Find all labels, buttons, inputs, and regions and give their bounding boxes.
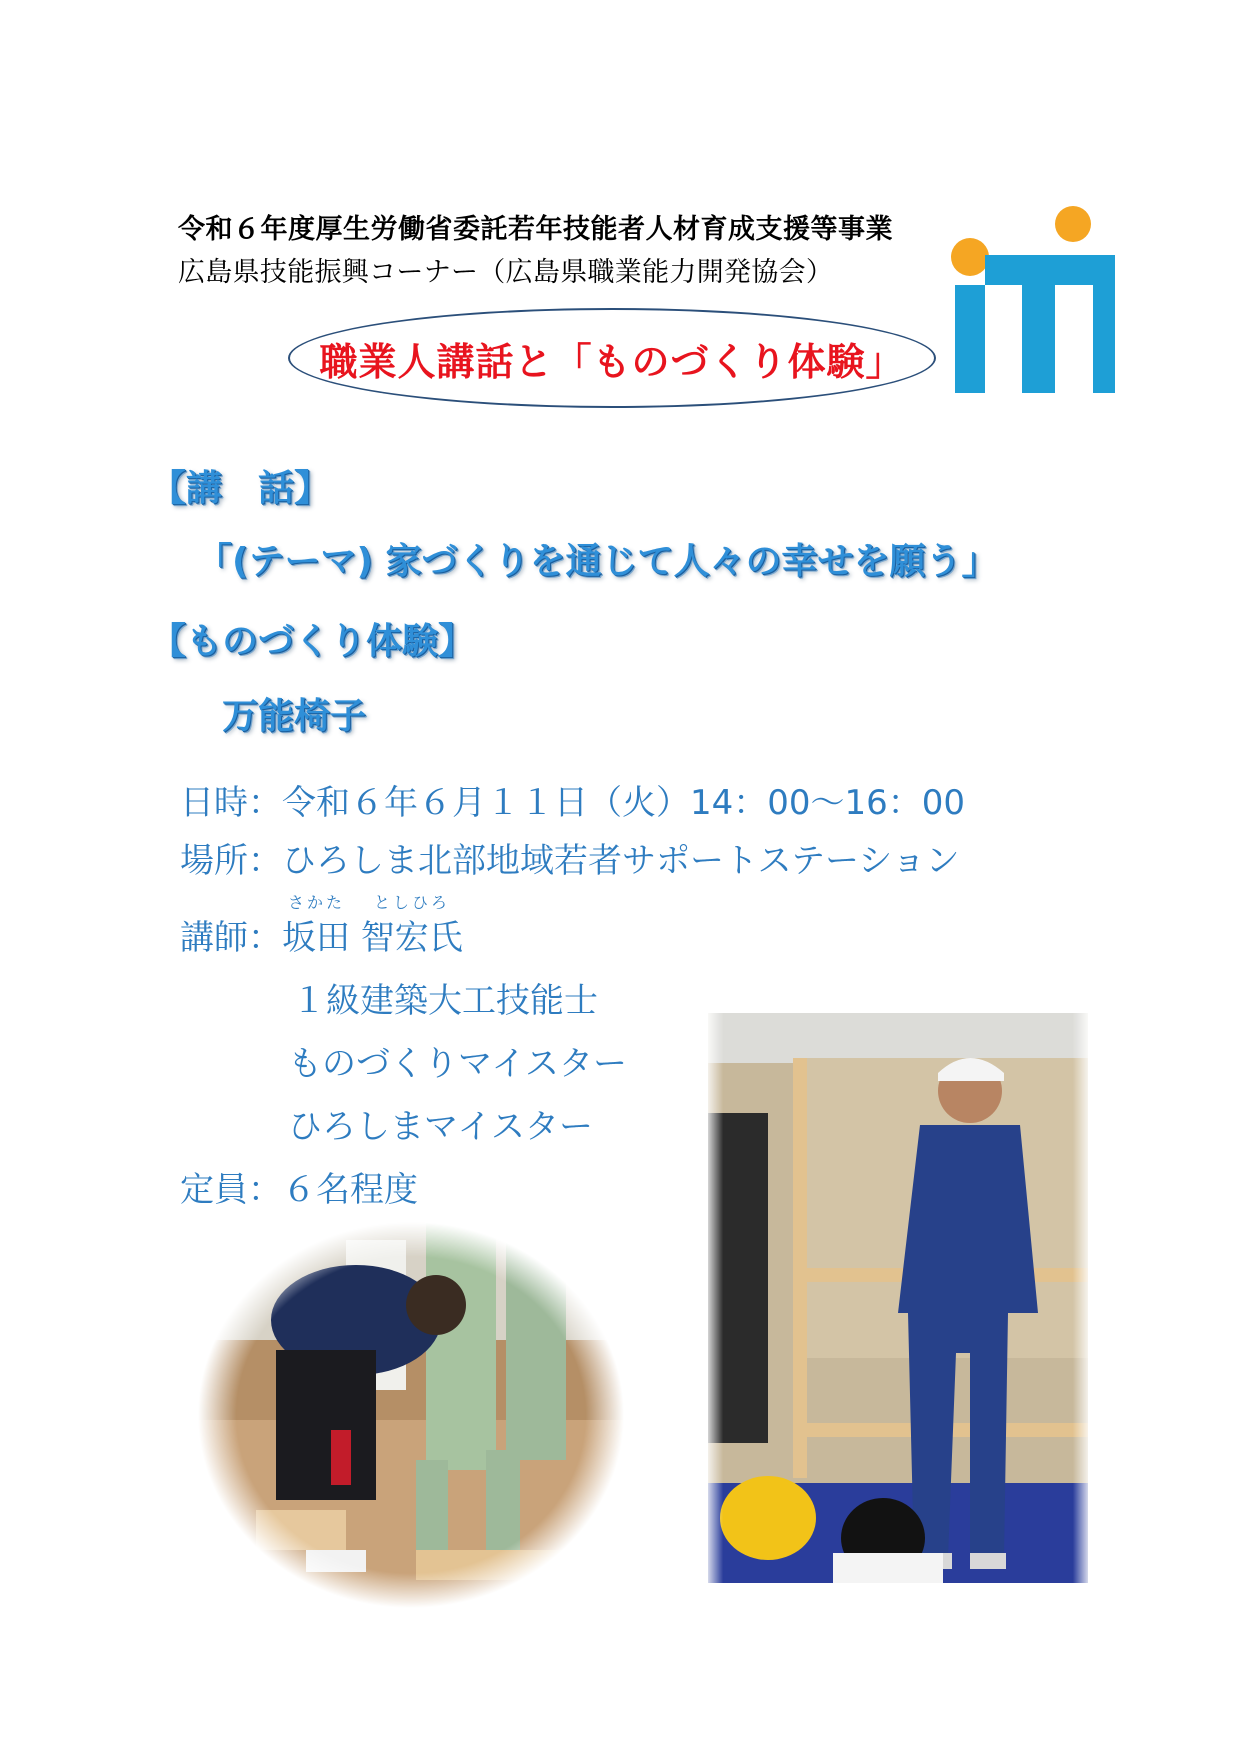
event-title: 職業人講話と「ものづくり体験」 (319, 339, 905, 384)
logo-body-left (955, 285, 985, 393)
instructor-photo (708, 1013, 1088, 1583)
craft-heading: 【ものづくり体験】 (150, 621, 475, 662)
craft-item: 万能椅子 (222, 696, 367, 737)
instructor-qualification: １級建築大工技能士 (292, 981, 598, 1021)
furigana-surname: さかた (288, 893, 346, 912)
event-datetime: 日時：令和６年６月１１日（火）14：00～16：00 (180, 783, 966, 823)
title-oval (288, 308, 936, 408)
people-logo-icon (950, 205, 1115, 395)
instructor-qualification: ものづくりマイスター (288, 1044, 627, 1084)
lecture-heading: 【講 話】 (150, 468, 331, 509)
header-line-2: 広島県技能振興コーナー（広島県職業能力開発協会） (178, 257, 834, 288)
event-instructor: 講師：坂田 智宏氏 (180, 918, 463, 958)
logo-body-right (1093, 255, 1115, 393)
event-place: 場所：ひろしま北部地域若者サポートステーション (180, 841, 960, 881)
logo-head-left (951, 238, 989, 276)
header-line-1: 令和６年度厚生労働省委託若年技能者人材育成支援等事業 (178, 214, 893, 245)
furigana-given-name: としひろ (374, 893, 451, 912)
woodworking-photo (196, 1220, 626, 1610)
logo-body-center (985, 255, 1093, 393)
instructor-qualification: ひろしまマイスター (288, 1107, 593, 1147)
logo-head-right (1055, 206, 1091, 242)
lecture-theme: 「(テーマ) 家づくりを通じて人々の幸せを願う」 (196, 541, 998, 582)
event-capacity: 定員：６名程度 (180, 1170, 418, 1210)
